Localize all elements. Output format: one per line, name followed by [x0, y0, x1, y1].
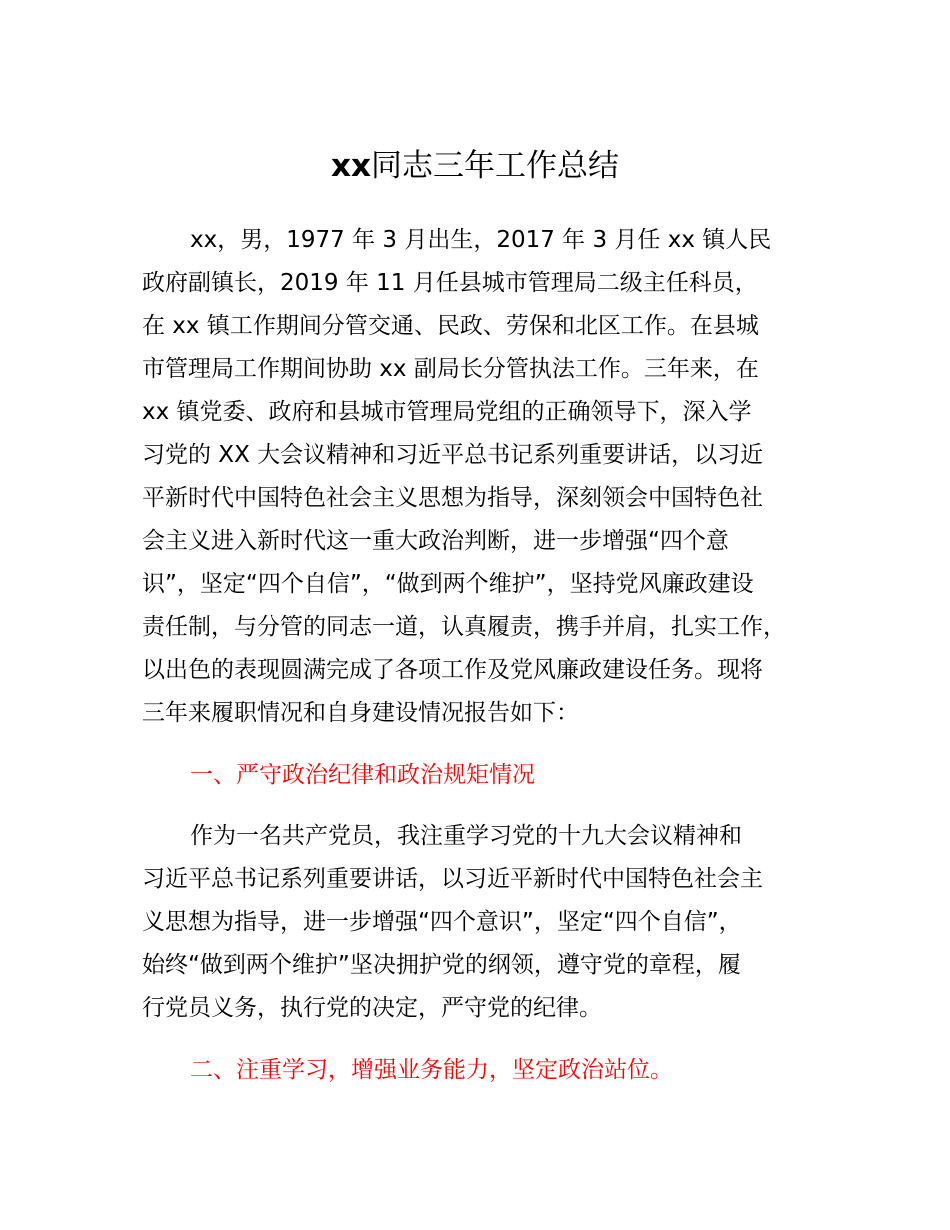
- paragraph-line: 始终“做到两个维护”坚决拥护党的纲领，遵守党的章程，履: [142, 952, 741, 978]
- paragraph-line: 作为一名共产党员，我注重学习党的十九大会议精神和: [190, 823, 742, 849]
- paragraph-line: xx 镇党委、政府和县城市管理局党组的正确领导下，深入学: [142, 399, 752, 425]
- paragraph-line: 平新时代中国特色社会主义思想为指导，深刻领会中国特色社: [142, 485, 763, 511]
- title-prefix: xx: [331, 148, 371, 184]
- paragraph-line: 责任制，与分管的同志一道，认真履责，携手并肩，扎实工作，: [142, 614, 786, 640]
- title-rest: 同志三年工作总结: [371, 148, 619, 184]
- paragraph-line: 义思想为指导，进一步增强“四个意识”，坚定“四个自信”，: [142, 909, 742, 935]
- section-heading-2: 二、注重学习，增强业务能力，坚定政治站位。: [190, 1057, 673, 1083]
- section-heading-1: 一、严守政治纪律和政治规矩情况: [190, 762, 535, 788]
- paragraph-line: 识”，坚定“四个自信”，“做到两个维护”，坚持党风廉政建设: [142, 571, 754, 597]
- paragraph-line: 三年来履职情况和自身建设情况报告如下：: [142, 700, 579, 726]
- paragraph-line: 以出色的表现圆满完成了各项工作及党风廉政建设任务。现将: [142, 657, 763, 683]
- paragraph-line: xx，男，1977 年 3 月出生，2017 年 3 月任 xx 镇人民: [190, 227, 772, 253]
- paragraph-line: 习党的 XX 大会议精神和习近平总书记系列重要讲话，以习近: [142, 442, 764, 468]
- paragraph-line: 在 xx 镇工作期间分管交通、民政、劳保和北区工作。在县城: [142, 313, 759, 339]
- document-title: [0, 142, 950, 190]
- paragraph-line: 会主义进入新时代这一重大政治判断，进一步增强“四个意: [142, 528, 729, 554]
- paragraph-line: 政府副镇长，2019 年 11 月任县城市管理局二级主任科员，: [142, 270, 758, 296]
- paragraph-line: 习近平总书记系列重要讲话，以习近平新时代中国特色社会主: [142, 866, 763, 892]
- paragraph-line: 市管理局工作期间协助 xx 副局长分管执法工作。三年来，在: [142, 356, 759, 382]
- paragraph-line: 行党员义务，执行党的决定，严守党的纪律。: [142, 995, 602, 1021]
